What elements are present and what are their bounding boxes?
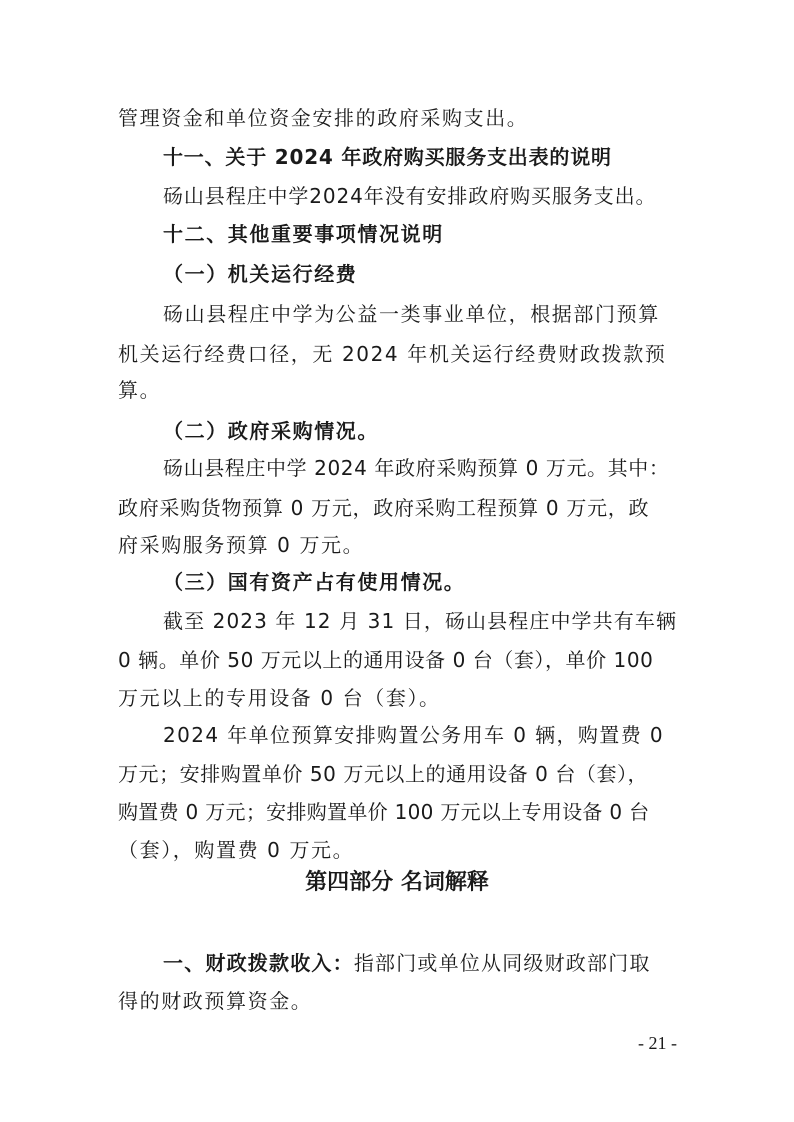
paragraph-line: 府采购服务预算 0 万元。 (118, 533, 365, 557)
section-heading-12: 十二、其他重要事项情况说明 (163, 222, 444, 246)
subsection-heading-1: （一）机关运行经费 (163, 262, 358, 286)
paragraph-line: 2024 年单位预算安排购置公务用车 0 辆，购置费 0 (163, 723, 664, 747)
definition-term: 一、财政拨款收入： (163, 951, 354, 975)
paragraph-line: 政府采购货物预算 0 万元，政府采购工程预算 0 万元，政 (118, 496, 650, 520)
paragraph-line: 管理资金和单位资金安排的政府采购支出。 (118, 106, 529, 130)
part-four-title: 第四部分 名词解释 (305, 870, 489, 895)
paragraph-line: 砀山县程庄中学为公益一类事业单位，根据部门预算 (163, 302, 660, 326)
subsection-heading-2: （二）政府采购情况。 (163, 419, 379, 443)
definition-text: 指部门或单位从同级财政部门取 (353, 951, 651, 975)
paragraph-line: （套），购置费 0 万元。 (118, 838, 355, 862)
section-heading-11: 十一、关于 2024 年政府购买服务支出表的说明 (163, 145, 612, 169)
page-number: - 21 - (638, 1033, 677, 1053)
paragraph-line: 万元；安排购置单价 50 万元以上的通用设备 0 台（套）， (118, 762, 649, 786)
paragraph-line: 购置费 0 万元；安排购置单价 100 万元以上专用设备 0 台 (118, 800, 650, 824)
definition-line (163, 949, 651, 977)
paragraph-line: 得的财政预算资金。 (118, 989, 313, 1013)
paragraph-line: 万元以上的专用设备 0 台（套）。 (118, 686, 441, 710)
paragraph-line: 机关运行经费口径，无 2024 年机关运行经费财政拨款预 (118, 342, 667, 366)
paragraph-line: 截至 2023 年 12 月 31 日，砀山县程庄中学共有车辆 (163, 609, 678, 633)
paragraph-line: 砀山县程庄中学 2024 年政府采购预算 0 万元。其中： (163, 456, 670, 480)
paragraph-line: 0 辆。单价 50 万元以上的通用设备 0 台（套），单价 100 (118, 648, 654, 672)
paragraph-line: 砀山县程庄中学2024年没有安排政府购买服务支出。 (163, 184, 657, 208)
paragraph-line: 算。 (118, 378, 162, 402)
subsection-heading-3: （三）国有资产占有使用情况。 (163, 570, 466, 594)
